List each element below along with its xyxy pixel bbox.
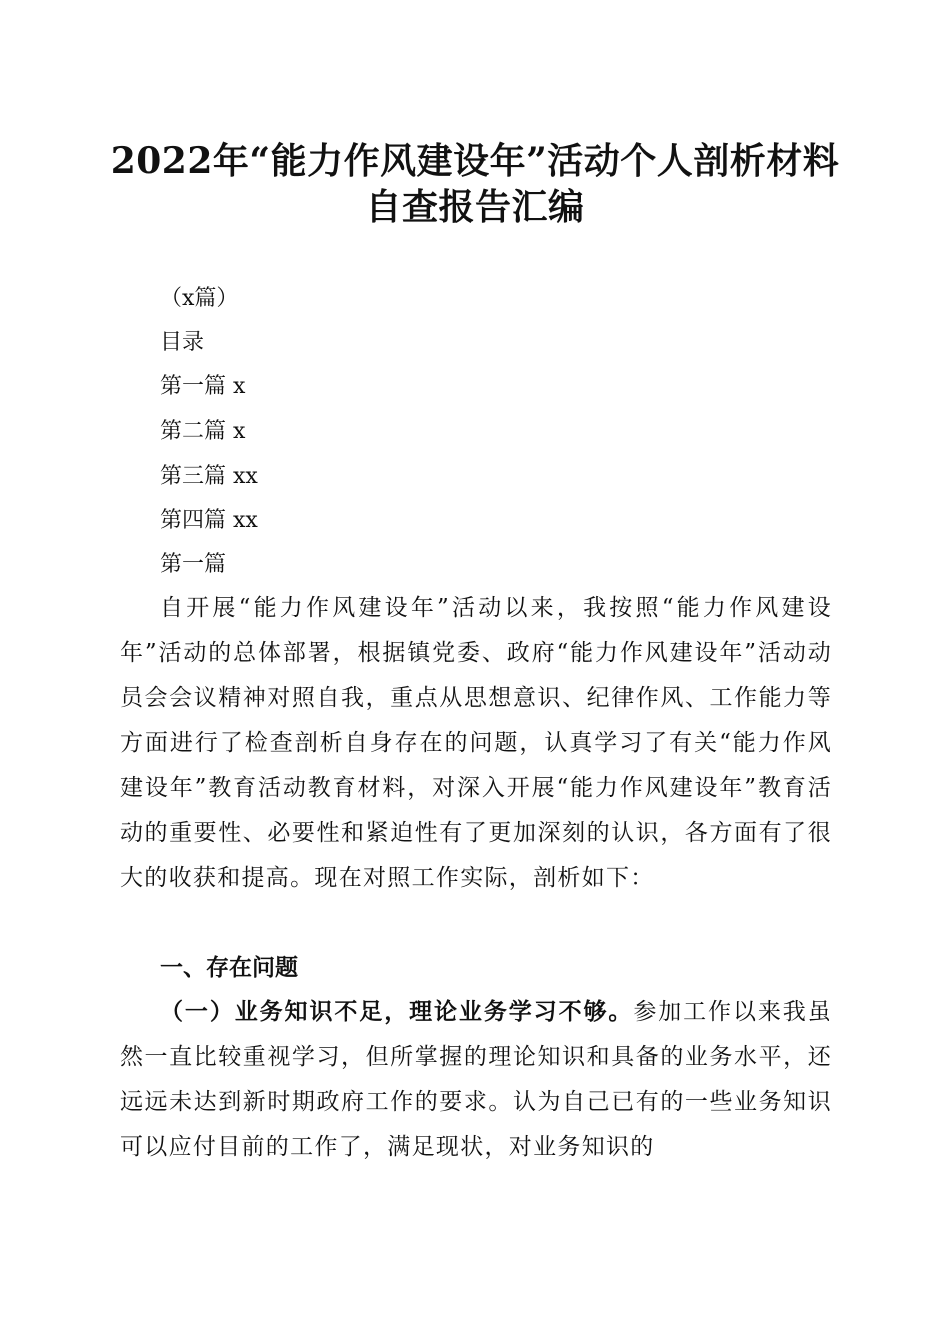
toc-item-4: 第四篇 xx	[160, 508, 258, 533]
subsection-paragraph	[120, 990, 832, 1170]
document-title: 2022年“能力作风建设年”活动个人剖析材料自查报告汇编	[110, 140, 840, 228]
subsection-title: （一）业务知识不足，理论业务学习不够。	[160, 999, 634, 1025]
toc-item-3: 第三篇 xx	[160, 464, 258, 489]
section-label: 第一篇	[160, 552, 227, 577]
heading-problems: 一、存在问题	[160, 955, 298, 981]
toc-item-2: 第二篇 x	[160, 419, 246, 444]
toc-heading: 目录	[160, 330, 205, 355]
subsection-body: 参加工作以来我虽然一直比较重视学习，但所掌握的理论知识和具备的业务水平，还远远未达到新时期政府工作的要求。认为自己已有的一些业务知识可以应付目前的工作了，满足现状，对业务知识的	[120, 999, 832, 1160]
toc-item-1: 第一篇 x	[160, 374, 246, 399]
intro-paragraph: 自开展“能力作风建设年”活动以来，我按照“能力作风建设年”活动的总体部署，根据镇党委、政府“能力作风建设年”活动动员会会议精神对照自我，重点从思想意识、纪律作风、工作能力等方面进行了检查剖析自身存在的问题，认真学习了有关“能力作风建设年”教育活动教育材料，对深入开展“能力作风建设年”教育活动的重要性、必要性和紧迫性有了更加深刻的认识，各方面有了很大的收获和提高。现在对照工作实际，剖析如下：	[120, 595, 832, 891]
count-note: （x篇）	[160, 286, 239, 311]
